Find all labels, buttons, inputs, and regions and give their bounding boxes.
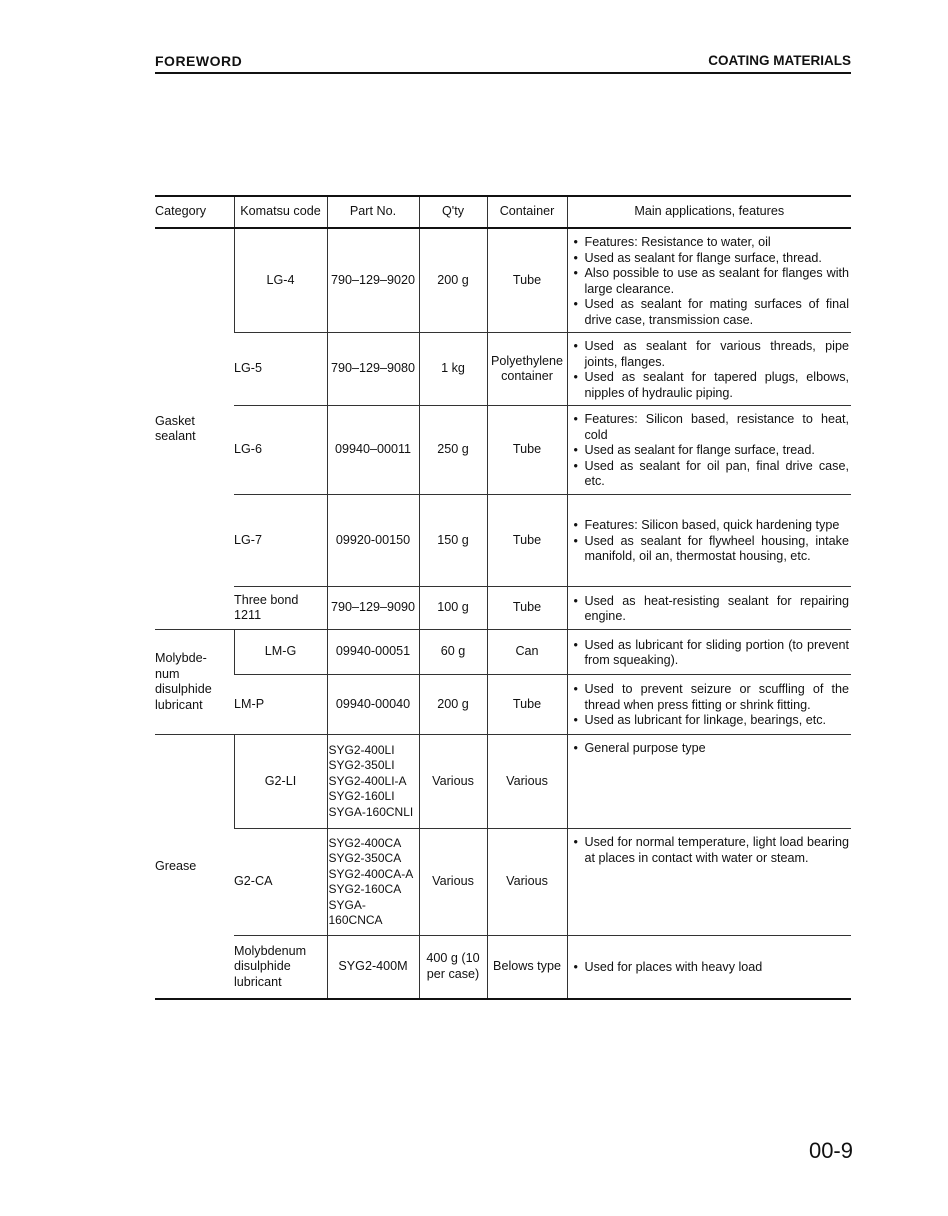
column-header: Main applications, features xyxy=(567,196,851,228)
quantity-cell: 200 g xyxy=(419,675,487,735)
features-cell xyxy=(567,630,851,675)
part-number: SYG2-160LI xyxy=(328,789,395,804)
features-list xyxy=(574,518,850,565)
feature-item: • Used as sealant for oil pan, final drive case, etc. xyxy=(574,459,850,490)
table-row xyxy=(155,630,851,675)
komatsu-code-cell: LM-G xyxy=(234,630,327,675)
part-number: SYG2-400LI xyxy=(328,742,395,757)
komatsu-code-cell: G2-CA xyxy=(234,829,327,936)
feature-item: • Used to prevent seizure or scuffling of the thread when press fitting or shrink fitting. xyxy=(574,682,850,713)
part-no-cell: 09940–00011 xyxy=(327,406,419,495)
features-list xyxy=(574,960,850,976)
part-number: SYG2-350CA xyxy=(328,851,402,865)
part-no-cell: 09940-00051 xyxy=(327,630,419,675)
feature-item: • Features: Silicon based, quick hardening type xyxy=(574,518,850,534)
header-rule xyxy=(155,72,851,74)
feature-item: • Used for places with heavy load xyxy=(574,960,850,976)
part-number: SYG2-400LI-A xyxy=(328,773,407,788)
features-cell xyxy=(567,495,851,587)
container-cell: Tube xyxy=(487,495,567,587)
quantity-cell: 200 g xyxy=(419,228,487,333)
feature-item: • Used as sealant for flywheel housing, intake manifold, oil an, thermostat housing, etc. xyxy=(574,534,850,565)
container-cell: Various xyxy=(487,735,567,829)
features-cell xyxy=(567,228,851,333)
features-list xyxy=(574,638,850,669)
part-no-cell: SYG2-400M xyxy=(327,936,419,999)
feature-item: • Also possible to use as sealant for flanges with large clearance. xyxy=(574,266,850,297)
part-no-cell xyxy=(327,829,419,936)
komatsu-code-cell: G2-LI xyxy=(234,735,327,829)
table-row xyxy=(155,829,851,936)
features-cell xyxy=(567,333,851,406)
features-cell xyxy=(567,936,851,999)
table-row xyxy=(155,228,851,333)
table-row xyxy=(155,675,851,735)
quantity-cell: 1 kg xyxy=(419,333,487,406)
container-cell: Various xyxy=(487,829,567,936)
category-cell: Grease xyxy=(155,735,234,999)
features-cell xyxy=(567,735,851,829)
feature-item: • Used as heat-resisting sealant for repairing engine. xyxy=(574,594,850,625)
features-cell xyxy=(567,829,851,936)
part-no-cell: 790–129–9090 xyxy=(327,587,419,630)
features-list xyxy=(574,594,850,625)
quantity-cell: Various xyxy=(419,735,487,829)
part-no-cell xyxy=(327,735,419,829)
feature-item: • Features: Resistance to water, oil xyxy=(574,235,850,251)
container-cell: Tube xyxy=(487,675,567,735)
table-header-row xyxy=(155,196,851,228)
table-row xyxy=(155,587,851,630)
quantity-cell: 60 g xyxy=(419,630,487,675)
column-header: Komatsu code xyxy=(234,196,327,228)
quantity-cell: Various xyxy=(419,829,487,936)
part-number: SYG2-160CA xyxy=(328,882,402,896)
komatsu-code-cell: LG-4 xyxy=(234,228,327,333)
category-cell: Gasket sealant xyxy=(155,228,234,630)
quantity-cell: 250 g xyxy=(419,406,487,495)
part-no-cell: 09920-00150 xyxy=(327,495,419,587)
part-number: SYG2-350LI xyxy=(328,758,395,773)
table-row xyxy=(155,333,851,406)
features-list xyxy=(574,235,850,328)
column-header: Category xyxy=(155,196,234,228)
column-header: Container xyxy=(487,196,567,228)
komatsu-code-cell: LG-6 xyxy=(234,406,327,495)
komatsu-code-cell: LG-5 xyxy=(234,333,327,406)
features-list xyxy=(574,682,850,729)
part-number: SYG2-400CA-A xyxy=(328,866,414,881)
table-row xyxy=(155,735,851,829)
part-no-cell: 790–129–9020 xyxy=(327,228,419,333)
category-cell: Molybde-num disulphide lubricant xyxy=(155,630,234,735)
features-cell xyxy=(567,406,851,495)
page-topic: COATING MATERIALS xyxy=(708,53,851,68)
feature-item: • Used as lubricant for sliding portion (to prevent from squeaking). xyxy=(574,638,850,669)
container-cell: Tube xyxy=(487,406,567,495)
table-row xyxy=(155,495,851,587)
komatsu-code-cell: Molybdenum disulphide lubricant xyxy=(234,936,327,999)
quantity-cell: 400 g (10 per case) xyxy=(419,936,487,999)
feature-item: • Used as sealant for tapered plugs, elbows, nipples of hydraulic piping. xyxy=(574,370,850,401)
table-row xyxy=(155,406,851,495)
container-cell: Can xyxy=(487,630,567,675)
quantity-cell: 100 g xyxy=(419,587,487,630)
features-cell xyxy=(567,675,851,735)
features-list xyxy=(574,741,850,757)
feature-item: • Used for normal temperature, light load bearing at places in contact with water or steam. xyxy=(574,835,850,866)
komatsu-code-cell: LM-P xyxy=(234,675,327,735)
coating-materials-table xyxy=(155,195,851,1000)
komatsu-code-cell: LG-7 xyxy=(234,495,327,587)
container-cell: Polyethylene container xyxy=(487,333,567,406)
page-number: 00-9 xyxy=(808,1138,853,1163)
container-cell: Tube xyxy=(487,587,567,630)
features-list xyxy=(574,835,850,866)
column-header: Part No. xyxy=(327,196,419,228)
column-header: Q'ty xyxy=(419,196,487,228)
komatsu-code-cell: Three bond 1211 xyxy=(234,587,327,630)
section-title: FOREWORD xyxy=(155,53,243,69)
feature-item: • Used as sealant for various threads, pipe joints, flanges. xyxy=(574,339,850,370)
features-cell xyxy=(567,587,851,630)
feature-item: • Used as lubricant for linkage, bearings, etc. xyxy=(574,713,850,729)
feature-item: • General purpose type xyxy=(574,741,850,757)
feature-item: • Used as sealant for mating surfaces of final drive case, transmission case. xyxy=(574,297,850,328)
table-row xyxy=(155,936,851,999)
feature-item: • Used as sealant for flange surface, tread. xyxy=(574,443,850,459)
feature-item: • Used as sealant for flange surface, thread. xyxy=(574,251,850,267)
feature-item: • Features: Silicon based, resistance to heat, cold xyxy=(574,412,850,443)
container-cell: Tube xyxy=(487,228,567,333)
part-no-cell: 09940-00040 xyxy=(327,675,419,735)
part-number: SYGA-160CNLI xyxy=(328,804,414,819)
features-list xyxy=(574,339,850,401)
part-no-cell: 790–129–9080 xyxy=(327,333,419,406)
part-number: SYG2-400CA xyxy=(328,835,402,850)
features-list xyxy=(574,412,850,490)
part-number: SYGA-160CNCA xyxy=(328,897,383,927)
container-cell: Belows type xyxy=(487,936,567,999)
quantity-cell: 150 g xyxy=(419,495,487,587)
